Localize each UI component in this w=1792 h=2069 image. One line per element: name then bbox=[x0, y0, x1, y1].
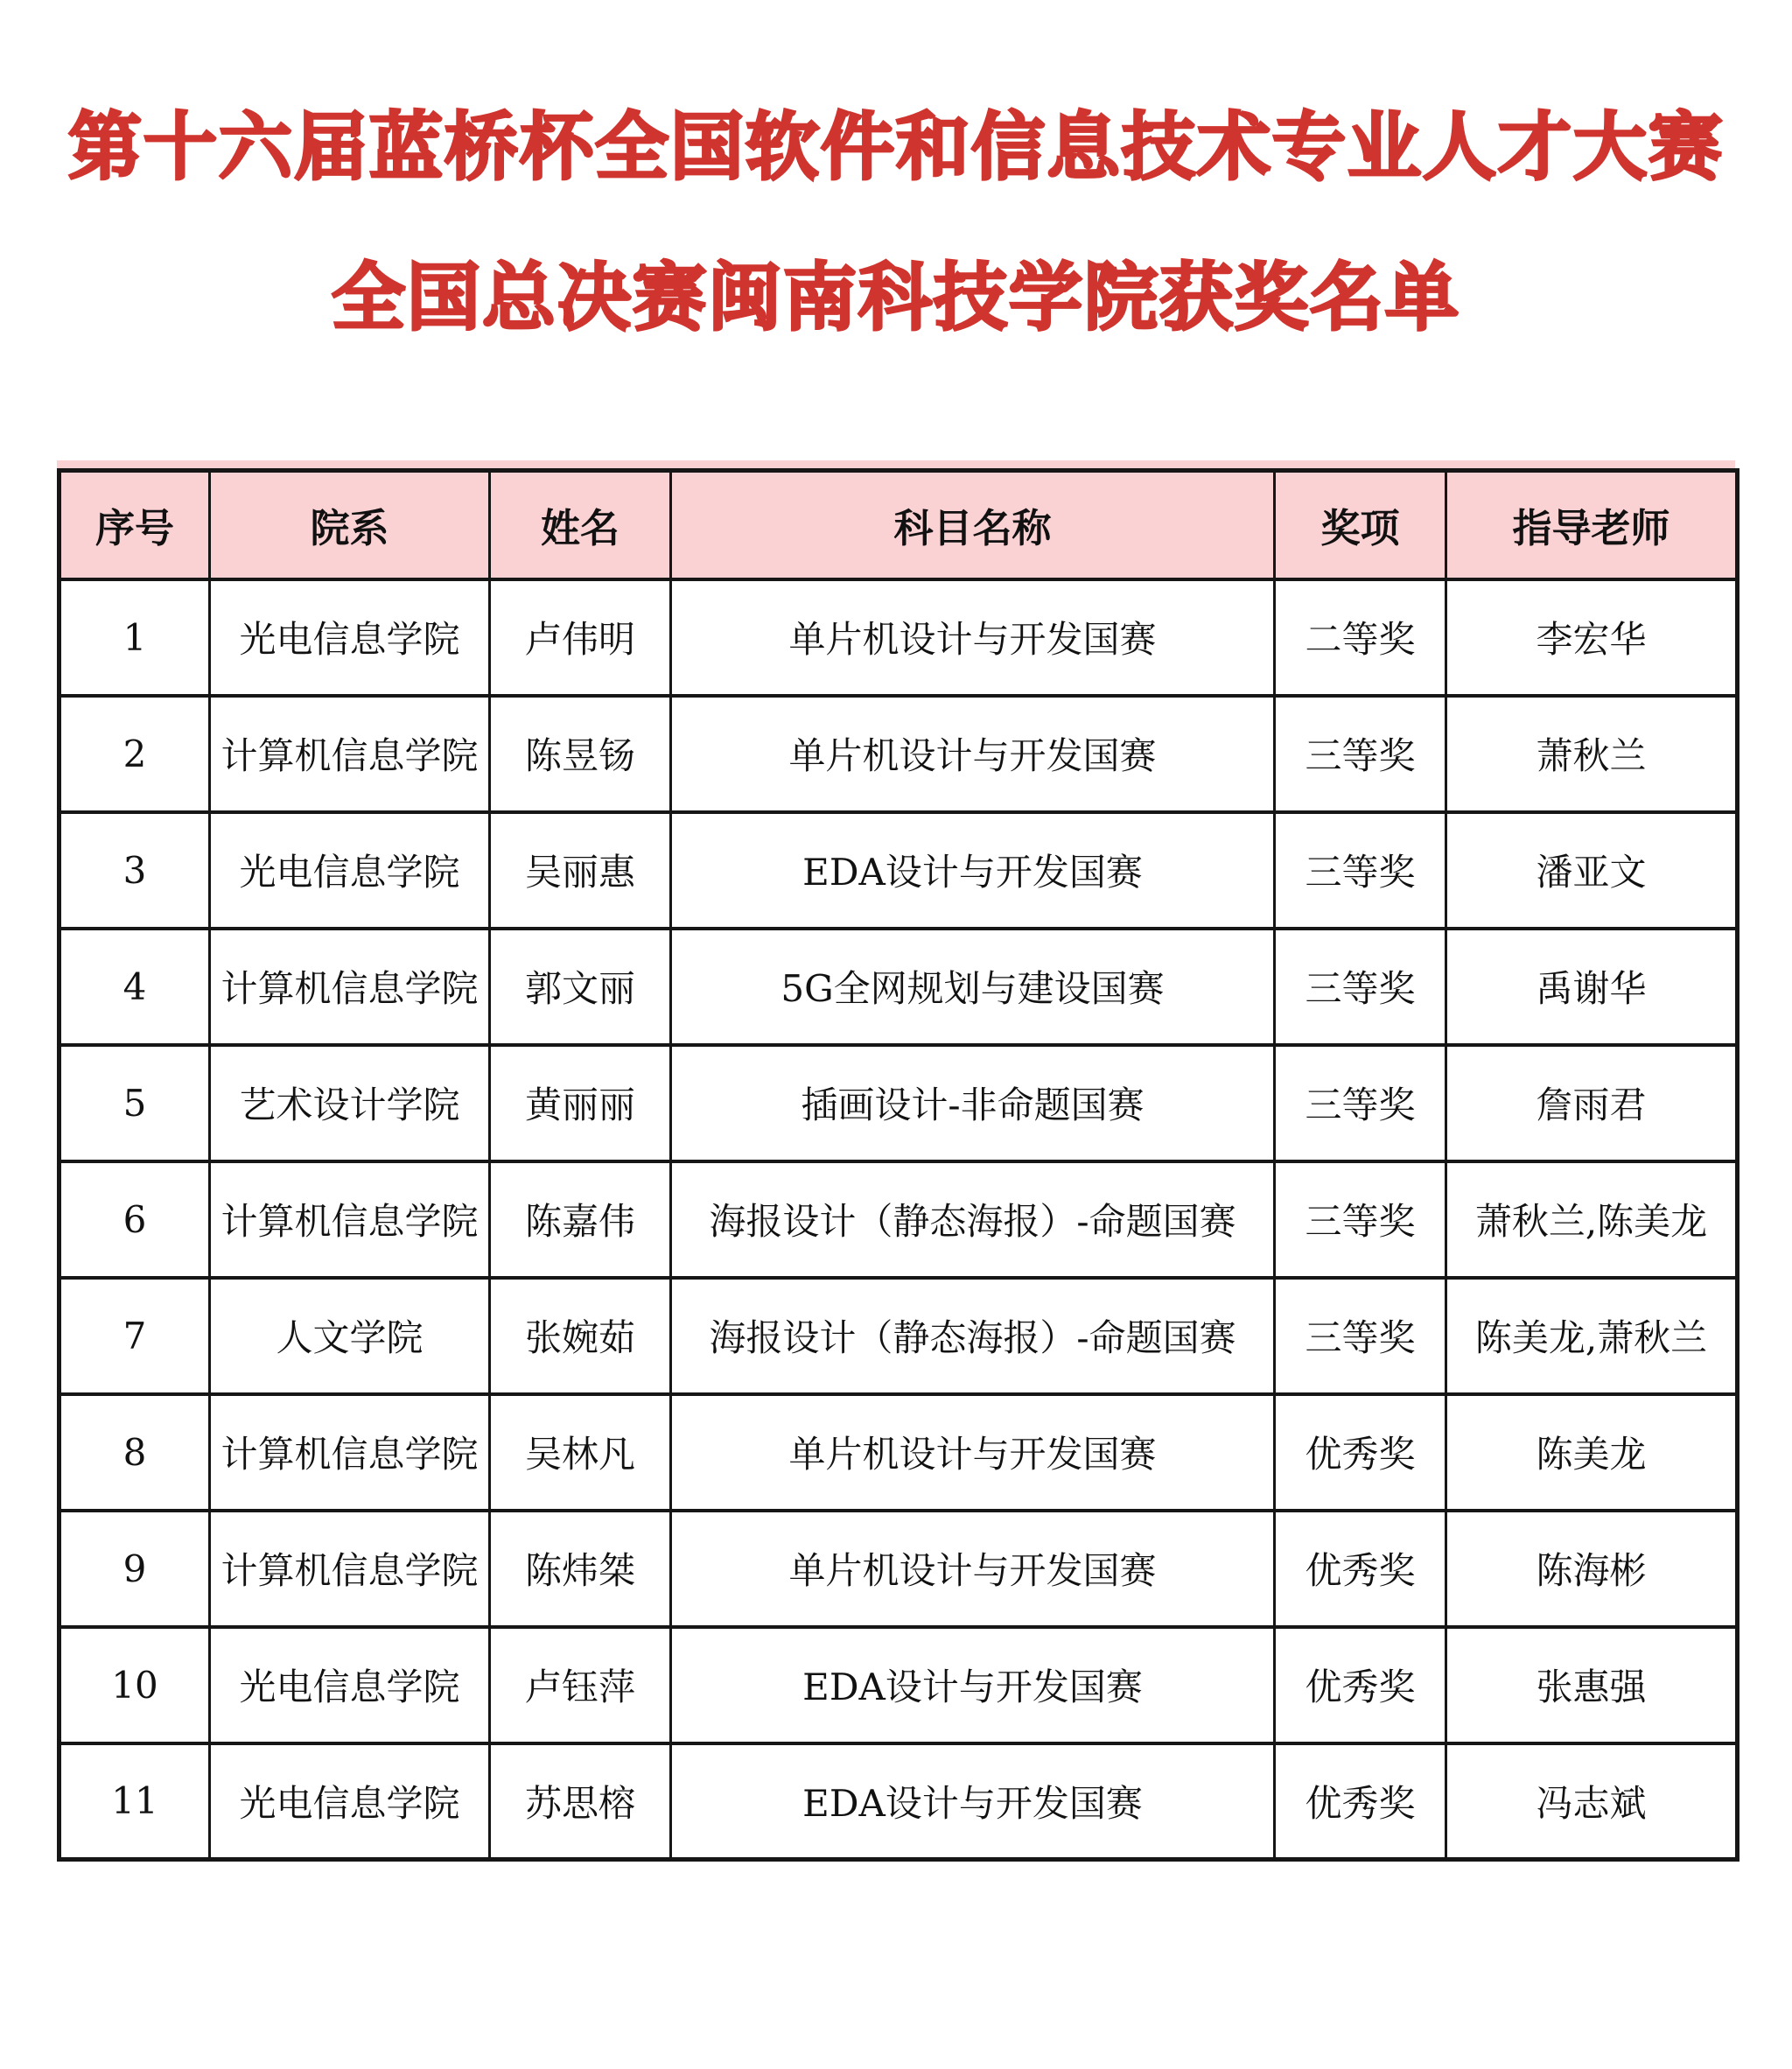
table-row bbox=[60, 812, 1738, 929]
table-row bbox=[60, 1045, 1738, 1161]
cell-advisor: 詹雨君 bbox=[1446, 1045, 1738, 1161]
cell-department: 人文学院 bbox=[210, 1278, 490, 1394]
cell-name: 陈昱钖 bbox=[490, 696, 671, 812]
cell-advisor: 潘亚文 bbox=[1446, 812, 1738, 929]
table-row bbox=[60, 1743, 1738, 1860]
column-header-advisor: 指导老师 bbox=[1446, 471, 1738, 579]
cell-award: 优秀奖 bbox=[1275, 1743, 1446, 1860]
table-row bbox=[60, 1278, 1738, 1394]
cell-department: 计算机信息学院 bbox=[210, 1511, 490, 1627]
cell-department: 计算机信息学院 bbox=[210, 696, 490, 812]
cell-advisor: 萧秋兰,陈美龙 bbox=[1446, 1161, 1738, 1278]
cell-advisor: 萧秋兰 bbox=[1446, 696, 1738, 812]
cell-no: 2 bbox=[60, 696, 210, 812]
cell-award: 三等奖 bbox=[1275, 1278, 1446, 1394]
document-title-line1: 第十六届蓝桥杯全国软件和信息技术专业人才大赛 bbox=[67, 104, 1724, 190]
cell-department: 计算机信息学院 bbox=[210, 1394, 490, 1511]
cell-advisor: 禹谢华 bbox=[1446, 929, 1738, 1045]
cell-advisor: 陈美龙,萧秋兰 bbox=[1446, 1278, 1738, 1394]
cell-department: 光电信息学院 bbox=[210, 1743, 490, 1860]
column-header-name: 姓名 bbox=[490, 471, 671, 579]
cell-award: 二等奖 bbox=[1275, 579, 1446, 696]
cell-name: 郭文丽 bbox=[490, 929, 671, 1045]
table-row bbox=[60, 929, 1738, 1045]
cell-name: 卢伟明 bbox=[490, 579, 671, 696]
table-row bbox=[60, 579, 1738, 696]
table-row bbox=[60, 1161, 1738, 1278]
cell-subject: 单片机设计与开发国赛 bbox=[671, 1511, 1275, 1627]
table-row bbox=[60, 1627, 1738, 1743]
cell-name: 苏思榕 bbox=[490, 1743, 671, 1860]
cell-subject: 海报设计（静态海报）-命题国赛 bbox=[671, 1161, 1275, 1278]
cell-no: 4 bbox=[60, 929, 210, 1045]
cell-name: 陈炜桀 bbox=[490, 1511, 671, 1627]
awards-table-container bbox=[57, 460, 1735, 1862]
cell-advisor: 冯志斌 bbox=[1446, 1743, 1738, 1860]
cell-award: 三等奖 bbox=[1275, 1161, 1446, 1278]
cell-name: 黄丽丽 bbox=[490, 1045, 671, 1161]
cell-department: 光电信息学院 bbox=[210, 812, 490, 929]
awards-table bbox=[57, 468, 1740, 1862]
cell-no: 3 bbox=[60, 812, 210, 929]
document-title-line2: 全国总决赛闽南科技学院获奖名单 bbox=[331, 255, 1460, 340]
cell-award: 优秀奖 bbox=[1275, 1394, 1446, 1511]
cell-advisor: 陈美龙 bbox=[1446, 1394, 1738, 1511]
cell-award: 优秀奖 bbox=[1275, 1627, 1446, 1743]
cell-no: 10 bbox=[60, 1627, 210, 1743]
cell-subject: 单片机设计与开发国赛 bbox=[671, 579, 1275, 696]
column-header-subject: 科目名称 bbox=[671, 471, 1275, 579]
cell-advisor: 张惠强 bbox=[1446, 1627, 1738, 1743]
document-title bbox=[0, 72, 1792, 373]
cell-award: 三等奖 bbox=[1275, 1045, 1446, 1161]
table-row bbox=[60, 1394, 1738, 1511]
cell-award: 三等奖 bbox=[1275, 812, 1446, 929]
cell-award: 三等奖 bbox=[1275, 696, 1446, 812]
cell-department: 艺术设计学院 bbox=[210, 1045, 490, 1161]
cell-advisor: 陈海彬 bbox=[1446, 1511, 1738, 1627]
cell-no: 1 bbox=[60, 579, 210, 696]
cell-department: 光电信息学院 bbox=[210, 1627, 490, 1743]
column-header-award: 奖项 bbox=[1275, 471, 1446, 579]
cell-no: 7 bbox=[60, 1278, 210, 1394]
cell-name: 吴林凡 bbox=[490, 1394, 671, 1511]
cell-advisor: 李宏华 bbox=[1446, 579, 1738, 696]
cell-name: 卢钰萍 bbox=[490, 1627, 671, 1743]
cell-name: 张婉茹 bbox=[490, 1278, 671, 1394]
cell-subject: 单片机设计与开发国赛 bbox=[671, 696, 1275, 812]
table-row bbox=[60, 696, 1738, 812]
cell-department: 光电信息学院 bbox=[210, 579, 490, 696]
cell-subject: EDA设计与开发国赛 bbox=[671, 1743, 1275, 1860]
cell-subject: 海报设计（静态海报）-命题国赛 bbox=[671, 1278, 1275, 1394]
cell-department: 计算机信息学院 bbox=[210, 929, 490, 1045]
cell-award: 三等奖 bbox=[1275, 929, 1446, 1045]
cell-award: 优秀奖 bbox=[1275, 1511, 1446, 1627]
cell-no: 9 bbox=[60, 1511, 210, 1627]
table-row bbox=[60, 1511, 1738, 1627]
column-header-department: 院系 bbox=[210, 471, 490, 579]
cell-subject: EDA设计与开发国赛 bbox=[671, 812, 1275, 929]
cell-name: 陈嘉伟 bbox=[490, 1161, 671, 1278]
cell-subject: 5G全网规划与建设国赛 bbox=[671, 929, 1275, 1045]
cell-subject: 单片机设计与开发国赛 bbox=[671, 1394, 1275, 1511]
cell-no: 6 bbox=[60, 1161, 210, 1278]
cell-no: 8 bbox=[60, 1394, 210, 1511]
cell-department: 计算机信息学院 bbox=[210, 1161, 490, 1278]
cell-subject: EDA设计与开发国赛 bbox=[671, 1627, 1275, 1743]
cell-no: 5 bbox=[60, 1045, 210, 1161]
table-top-pink-strip bbox=[57, 460, 1735, 468]
table-header-row bbox=[60, 471, 1738, 579]
column-header-no: 序号 bbox=[60, 471, 210, 579]
cell-subject: 插画设计-非命题国赛 bbox=[671, 1045, 1275, 1161]
cell-no: 11 bbox=[60, 1743, 210, 1860]
cell-name: 吴丽惠 bbox=[490, 812, 671, 929]
